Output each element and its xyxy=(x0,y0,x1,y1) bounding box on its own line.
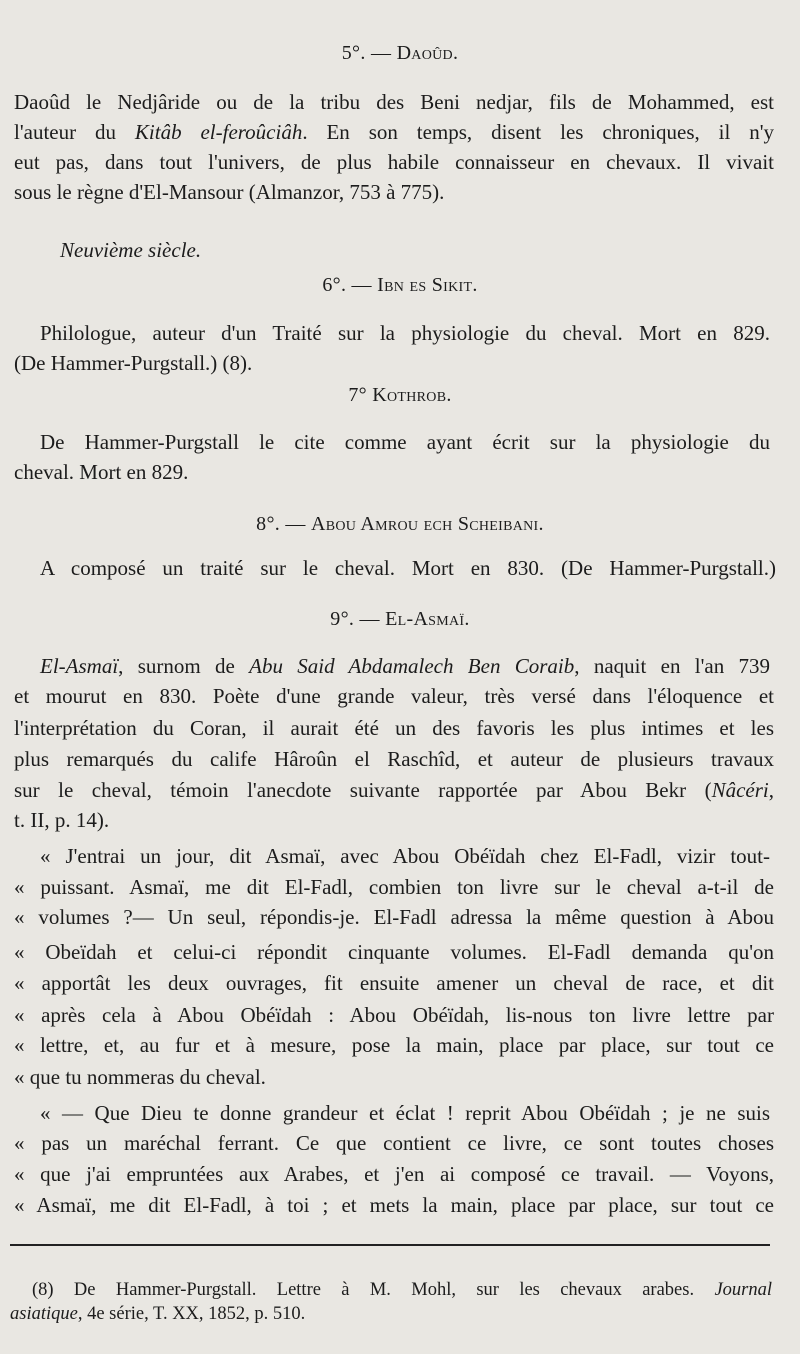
journal-italic: Journal xyxy=(714,1280,772,1300)
quote-line: « puissant. Asmaï, me dit El-Fadl, combien ton livre sur le cheval a-t-il de xyxy=(14,875,774,899)
section-heading xyxy=(0,606,800,632)
heading-title: Ibn es Sikit. xyxy=(377,274,478,296)
text-span: (8) De Hammer-Purgstall. Lettre à M. Mohl, sur les chevaux arabes. xyxy=(32,1280,715,1300)
text-span: , 4e série, T. XX, 1852, p. 510. xyxy=(77,1304,306,1324)
quote-line: « apportât les deux ouvrages, fit ensuite amener un cheval de race, et dit xyxy=(14,971,774,995)
source-italic: Nâcéri xyxy=(711,778,769,802)
footnote-divider xyxy=(10,1244,770,1246)
quote-line: « pas un maréchal ferrant. Ce que contient ce livre, ce sont toutes choses xyxy=(14,1131,774,1155)
heading-title: El-Asmaï. xyxy=(385,608,470,630)
section-heading xyxy=(0,382,800,408)
footnote-line xyxy=(10,1302,305,1326)
text-line xyxy=(14,777,774,803)
quote-line: « — Que Dieu te donne grandeur et éclat ! reprit Abou Obéïdah ; je ne suis xyxy=(40,1101,770,1125)
text-line: t. II, p. 14). xyxy=(14,808,110,832)
name-italic: El-Asmaï xyxy=(40,654,119,678)
heading-number: 8°. — xyxy=(256,513,311,535)
section-heading xyxy=(0,40,800,66)
footnote-line xyxy=(32,1278,772,1302)
text-line: l'interprétation du Coran, il aurait été un des favoris les plus intimes et les xyxy=(14,716,774,740)
heading-title: Kothrob. xyxy=(372,384,452,406)
heading-number: 9°. — xyxy=(330,608,386,630)
text-line xyxy=(14,119,774,145)
quote-line: « J'entrai un jour, dit Asmaï, avec Abou Obéïdah chez El-Fadl, vizir tout- xyxy=(40,844,770,868)
quote-line: « après cela à Abou Obéïdah : Abou Obéïdah, lis-nous ton livre lettre par xyxy=(14,1003,774,1027)
text-line: et mourut en 830. Poète d'une grande valeur, très versé dans l'éloquence et xyxy=(14,684,774,708)
text-line xyxy=(40,653,770,679)
name-italic: Abu Said Abdamalech Ben Coraib xyxy=(249,654,575,678)
text-line: (De Hammer-Purgstall.) (8). xyxy=(14,351,253,375)
quote-line: « Asmaï, me dit El-Fadl, à toi ; et mets la main, place par place, sur tout ce xyxy=(14,1193,774,1217)
text-line: cheval. Mort en 829. xyxy=(14,460,189,484)
quote-line: « que j'ai empruntées aux Arabes, et j'en ai composé ce travail. — Voyons, xyxy=(14,1162,774,1186)
text-span: . En son temps, disent les chroniques, il n'y xyxy=(302,120,775,144)
quote-line: « Obeïdah et celui-ci répondit cinquante volumes. El-Fadl demanda qu'on xyxy=(14,940,774,964)
text-span: , surnom de xyxy=(118,654,250,678)
section-heading xyxy=(0,272,800,298)
quote-line: « volumes ?— Un seul, répondis-je. El-Fadl adressa la même question à Abou xyxy=(14,905,774,929)
text-line: sous le règne d'El-Mansour (Almanzor, 753 à 775). xyxy=(14,180,445,204)
text-span: , xyxy=(768,778,774,802)
text-span: , naquit en l'an 739 xyxy=(574,654,770,678)
journal-italic: asiatique xyxy=(10,1304,78,1324)
text-line: eut pas, dans tout l'univers, de plus habile connaisseur en chevaux. Il vivait xyxy=(14,150,774,174)
text-span: sur le cheval, témoin l'anecdote suivante rapportée par Abou Bekr ( xyxy=(14,778,712,802)
quote-line: « que tu nommeras du cheval. xyxy=(14,1065,266,1089)
text-line: A composé un traité sur le cheval. Mort en 830. (De Hammer-Purgstall.) xyxy=(40,556,776,580)
section-heading xyxy=(0,511,800,537)
heading-title: Daoûd. xyxy=(396,42,459,64)
text-line: Daoûd le Nedjâride ou de la tribu des Beni nedjar, fils de Mohammed, est xyxy=(14,90,774,114)
century-subheading: Neuvième siècle. xyxy=(60,238,202,262)
text-line: Philologue, auteur d'un Traité sur la physiologie du cheval. Mort en 829. xyxy=(40,321,770,345)
text-line: De Hammer-Purgstall le cite comme ayant écrit sur la physiologie du xyxy=(40,430,770,454)
heading-title: Abou Amrou ech Scheibani. xyxy=(310,513,544,535)
heading-number: 5°. — xyxy=(341,42,397,64)
text-span: l'auteur du xyxy=(14,120,135,144)
text-line: plus remarqués du calife Hâroûn el Raschîd, et auteur de plusieurs travaux xyxy=(14,747,774,771)
book-title-italic: Kitâb el-feroûciâh xyxy=(134,120,303,144)
quote-line: « lettre, et, au fur et à mesure, pose la main, place par place, sur tout ce xyxy=(14,1033,774,1057)
heading-number: 6°. — xyxy=(322,274,378,296)
heading-number: 7° xyxy=(348,384,373,406)
